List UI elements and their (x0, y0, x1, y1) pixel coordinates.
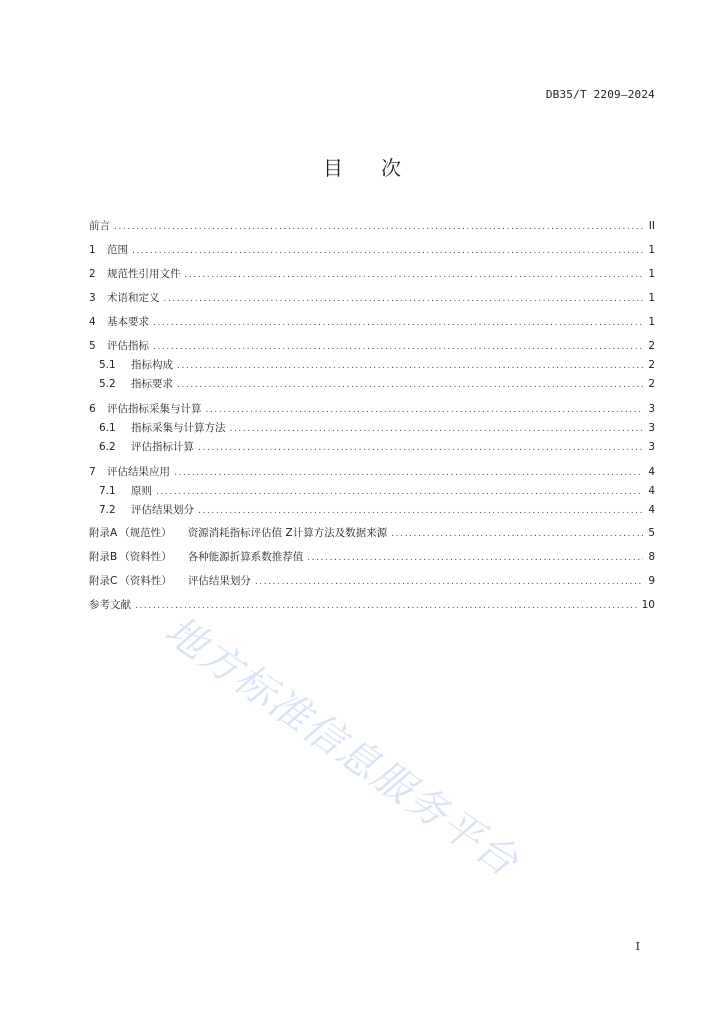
toc-entry-appendix-b[interactable] (89, 549, 655, 565)
toc-leader (153, 339, 643, 355)
toc-number: 6.2 (99, 441, 116, 453)
toc-label: 评估指标计算 (131, 441, 194, 453)
toc-entry-references[interactable] (89, 597, 655, 613)
title-char-1: 目 (323, 156, 343, 180)
toc-label: 评估结果划分 (187, 575, 251, 587)
toc-page: 5 (648, 527, 655, 539)
toc-entry-4[interactable] (89, 314, 655, 330)
toc-label: 评估指标采集与计算 (107, 403, 202, 415)
toc-leader (114, 219, 643, 235)
toc-label: 基本要求 (107, 316, 149, 328)
toc-entry-1[interactable] (89, 242, 655, 258)
toc-number: 1 (89, 244, 96, 256)
toc-entry-7-1[interactable] (99, 483, 655, 499)
toc-label: 评估结果应用 (107, 466, 170, 478)
toc-leader (307, 550, 643, 566)
toc-appendix-type: （资料性） (119, 551, 172, 563)
toc-page: 1 (648, 316, 655, 328)
toc-entry-3[interactable] (89, 290, 655, 306)
toc-page: II (648, 220, 655, 232)
toc-number: 3 (89, 292, 96, 304)
toc-label: 资源消耗指标评估值 Z计算方法及数据来源 (187, 527, 388, 539)
toc-leader (156, 484, 643, 500)
toc-page: 4 (648, 485, 655, 497)
toc-label: 指标要求 (131, 378, 173, 390)
toc-page: 10 (641, 599, 655, 611)
toc-entry-7[interactable] (89, 464, 655, 480)
toc-page: 8 (648, 551, 655, 563)
toc-entry-5-1[interactable] (99, 357, 655, 373)
toc-leader (174, 465, 643, 481)
toc-leader (164, 291, 644, 307)
toc-number: 7 (89, 466, 96, 478)
toc-appendix-number: 附录B (89, 551, 118, 563)
toc-entry-5-2[interactable] (99, 376, 655, 392)
toc-label: 各种能源折算系数推荐值 (187, 551, 304, 563)
toc-number: 5 (89, 340, 96, 352)
toc-label: 评估指标 (107, 340, 149, 352)
toc-number: 6 (89, 403, 96, 415)
title-char-2: 次 (381, 156, 401, 180)
toc-page: 2 (648, 359, 655, 371)
toc-number: 5.2 (99, 378, 116, 390)
toc-appendix-type: （资料性） (119, 575, 172, 587)
toc-label: 规范性引用文件 (107, 268, 181, 280)
toc-number: 5.1 (99, 359, 116, 371)
toc-entry-6-2[interactable] (99, 439, 655, 455)
page-number: I (635, 940, 640, 953)
toc-leader (255, 574, 643, 590)
toc-leader (206, 402, 644, 418)
toc-page: 3 (648, 441, 655, 453)
toc-leader (177, 358, 643, 374)
toc-page: 2 (648, 340, 655, 352)
toc-leader (198, 503, 643, 519)
toc-page: 9 (648, 575, 655, 587)
toc-label: 前言 (89, 220, 110, 232)
toc-appendix-number: 附录A (89, 527, 118, 539)
page-title (0, 152, 724, 181)
toc-label: 参考文献 (89, 599, 131, 611)
toc-entry-7-2[interactable] (99, 502, 655, 518)
toc-appendix-number: 附录C (89, 575, 118, 587)
toc-entry-5[interactable] (89, 338, 655, 354)
toc-leader (185, 267, 644, 283)
toc-leader (132, 243, 643, 259)
toc-page: 3 (648, 403, 655, 415)
toc-page: 3 (648, 422, 655, 434)
toc-page: 2 (648, 378, 655, 390)
toc-entry-foreword[interactable] (89, 218, 655, 234)
toc-entry-appendix-a[interactable] (89, 525, 655, 541)
toc-number: 6.1 (99, 422, 116, 434)
toc-entry-6[interactable] (89, 401, 655, 417)
toc-appendix-type: （规范性） (119, 527, 172, 539)
toc-page: 1 (648, 292, 655, 304)
toc-number: 4 (89, 316, 96, 328)
toc-label: 指标采集与计算方法 (131, 422, 226, 434)
watermark: 地方标准信息服务平台 (156, 607, 527, 886)
toc-label: 术语和定义 (107, 292, 160, 304)
toc-page: 4 (648, 466, 655, 478)
toc-leader (153, 315, 643, 331)
toc-label: 范围 (107, 244, 128, 256)
toc-number: 7.2 (99, 504, 116, 516)
toc-page: 4 (648, 504, 655, 516)
toc-label: 原则 (131, 485, 152, 497)
toc-label: 指标构成 (131, 359, 173, 371)
toc-page: 1 (648, 244, 655, 256)
toc-leader (177, 377, 643, 393)
toc-page: 1 (648, 268, 655, 280)
toc-label: 评估结果划分 (131, 504, 194, 516)
toc-leader (391, 526, 643, 542)
toc-number: 7.1 (99, 485, 116, 497)
toc-leader (198, 440, 643, 456)
toc-entry-6-1[interactable] (99, 420, 655, 436)
toc-leader (230, 421, 644, 437)
toc-entry-2[interactable] (89, 266, 655, 282)
toc-entry-appendix-c[interactable] (89, 573, 655, 589)
document-code: DB35/T 2209—2024 (545, 88, 655, 101)
toc-leader (135, 598, 638, 614)
toc-number: 2 (89, 268, 96, 280)
